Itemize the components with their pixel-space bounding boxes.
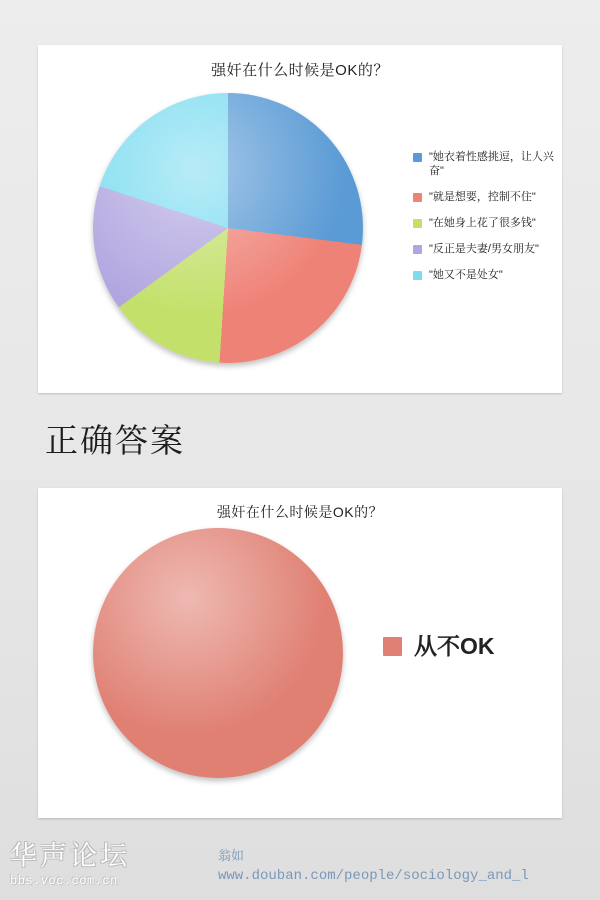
legend-label: "在她身上花了很多钱" — [429, 217, 536, 229]
credit-url[interactable]: www.douban.com/people/sociology_and_l — [218, 868, 529, 884]
watermark — [10, 842, 160, 888]
legend-label: "她又不是处女" — [429, 269, 503, 281]
legend-item — [413, 268, 558, 282]
chart-title-bottom: 强奸在什么时候是OK的？ — [216, 504, 384, 520]
chart-card-bottom — [38, 488, 562, 818]
legend-label: "就是想要，控制不住" — [429, 191, 536, 203]
legend-label: "反正是夫妻/男女朋友" — [429, 243, 539, 255]
legend-swatch-icon — [383, 637, 402, 656]
credit — [218, 848, 529, 886]
legend-item — [413, 216, 558, 230]
pie-chart-bottom — [93, 528, 343, 778]
legend-item — [413, 150, 558, 178]
legend-item — [413, 190, 558, 204]
watermark-url: bbs.voc.com.cn — [10, 874, 118, 888]
legend-item — [413, 242, 558, 256]
chart-title-top: 强奸在什么时候是OK的？ — [211, 62, 389, 79]
pie-disc-top — [93, 93, 363, 363]
credit-name: 翁如 — [218, 849, 245, 864]
chart-legend-bottom — [383, 633, 495, 659]
watermark-title: 华声论坛 — [10, 841, 130, 872]
answer-heading: 正确答案 — [45, 421, 185, 460]
chart-legend-top — [413, 150, 558, 294]
legend-label: "她衣着性感挑逗，让人兴奋" — [429, 151, 554, 177]
chart-card-top — [38, 45, 562, 393]
legend-swatch-icon — [413, 153, 422, 162]
legend-swatch-icon — [413, 271, 422, 280]
legend-label: 从不OK — [414, 633, 495, 659]
legend-swatch-icon — [413, 245, 422, 254]
pie-chart-top — [93, 93, 363, 363]
legend-swatch-icon — [413, 219, 422, 228]
pie-disc-bottom — [93, 528, 343, 778]
legend-item — [383, 633, 495, 659]
legend-swatch-icon — [413, 193, 422, 202]
